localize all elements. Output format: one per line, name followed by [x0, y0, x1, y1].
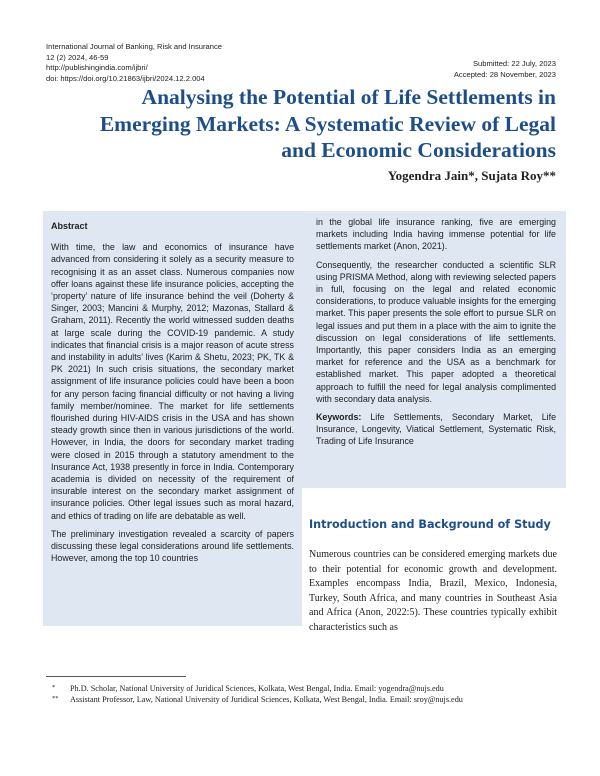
- abstract-heading: Abstract: [51, 221, 88, 231]
- journal-url[interactable]: http://publishingindia.com/ijbri/: [46, 63, 148, 73]
- abstract-paragraph: With time, the law and economics of insurance have advanced from considering it solely as a security measure to recognising it as an asset class. Numerous companies now offer loans against these life insurance policies, accepting the ‘property’ nature of life insurance behind the veil (Doherty & Singer, 2003; Mancini & Murphy, 2012; Mazonas, Stallard & Graham, 2011). Recently the world witnessed sudden deaths at large scale during the COVID-19 pandemic. A study indicates that financial crisis is a major reason of acute stress and instability in adults’ lives (Karim & Shetu, 2023; PK, TK & PK 2021) In such crisis situations, the secondary market assignment of life insurance policies could have been a boon for any person facing financial difficulty or not having a living family member/nominee. The market for life settlements flourished during HIV-AIDS crisis in the USA and has shown steady growth since then in various jurisdictions of the world. However, in India, the doors for secondary market trading were closed in 2015 through a statutory amendment to the Insurance Act, 1938 presently in force in India. Contemporary academia is divided on necessity of the requirement of insurable interest on the secondary market assignment of insurance policies. Other legal issues such as moral hazard, and ethics of trading on life are debatable as well.: [51, 242, 294, 521]
- paper-title: [46, 84, 556, 164]
- footnote-divider: [46, 676, 186, 677]
- abstract-paragraph: Consequently, the researcher conducted a scientific SLR using PRISMA Method, along with reviewing selected papers in full, focusing on the legal and related economic considerations, to produce valuable insights for the emerging market. This paper presents the sole effort to pursue SLR on legal issues and put them in a place with the aim to ignite the discussion on legal considerations of life settlements. Importantly, this paper considers India as an emerging market for reference and the USA as a benchmark for established market. This paper adopted a theoretical approach to fulfill the need for legal analysis complimented with secondary data analysis.: [316, 259, 556, 404]
- section-body: Numerous countries can be considered emerging markets due to their potential for economic growth and development. Examples encompass India, Brazil, Mexico, Indonesia, Turkey, South Africa, and many countries in Southeast Asia and Africa (Anon, 2022:5). These countries typically exhibit characteristics such as: [309, 549, 557, 633]
- abstract-paragraph: The preliminary investigation revealed a scarcity of papers discussing these legal considerations around life settlements. However, among the top 10 countries: [51, 528, 294, 564]
- title-line: Emerging Markets: A Systematic Review of Legal: [99, 111, 556, 136]
- journal-doi[interactable]: doi: https://doi.org/10.21863/ijbri/2024.12.2.004: [46, 73, 205, 83]
- abstract-right-column: [316, 216, 556, 454]
- footnote: [52, 694, 562, 705]
- abstract-left-column: [51, 220, 294, 570]
- accepted-date: Accepted: 28 November, 2023: [453, 69, 556, 79]
- footnote-text: Ph.D. Scholar, National University of Juridical Sciences, Kolkata, West Bengal, India. Email: yogendra@nujs.edu: [70, 684, 444, 693]
- footnotes: [52, 683, 562, 706]
- footnote-mark: *: [52, 684, 56, 691]
- journal-volume: 12 (2) 2024, 46-59: [46, 52, 109, 62]
- abstract-paragraph: in the global life insurance ranking, five are emerging markets including India having immense potential for life settlements market (Anon, 2021).: [316, 217, 556, 252]
- keywords: [316, 411, 556, 448]
- submitted-date: Submitted: 22 July, 2023: [472, 59, 556, 68]
- footnote: [52, 683, 562, 694]
- title-line: Analysing the Potential of Life Settlements in: [141, 85, 556, 109]
- keywords-label: Keywords:: [316, 412, 362, 423]
- section-heading: Introduction and Background of Study: [309, 518, 551, 531]
- title-line: and Economic Considerations: [281, 138, 556, 162]
- keywords-list: Life Settlements, Secondary Market, Life Insurance, Longevity, Viatical Settlement, Systematic Risk, Trading of Life Insurance: [316, 412, 557, 447]
- authors: Yogendra Jain*, Sujata Roy**: [387, 168, 556, 183]
- footnote-text: Assistant Professor, Law, National University of Juridical Sciences, Kolkata, West Bengal, India. Email: sroy@nujs.edu: [70, 695, 463, 705]
- journal-name: International Journal of Banking, Risk and Insurance: [46, 42, 223, 51]
- journal-header: [46, 42, 222, 84]
- dates-block: [454, 59, 556, 80]
- footnote-mark: **: [52, 695, 59, 703]
